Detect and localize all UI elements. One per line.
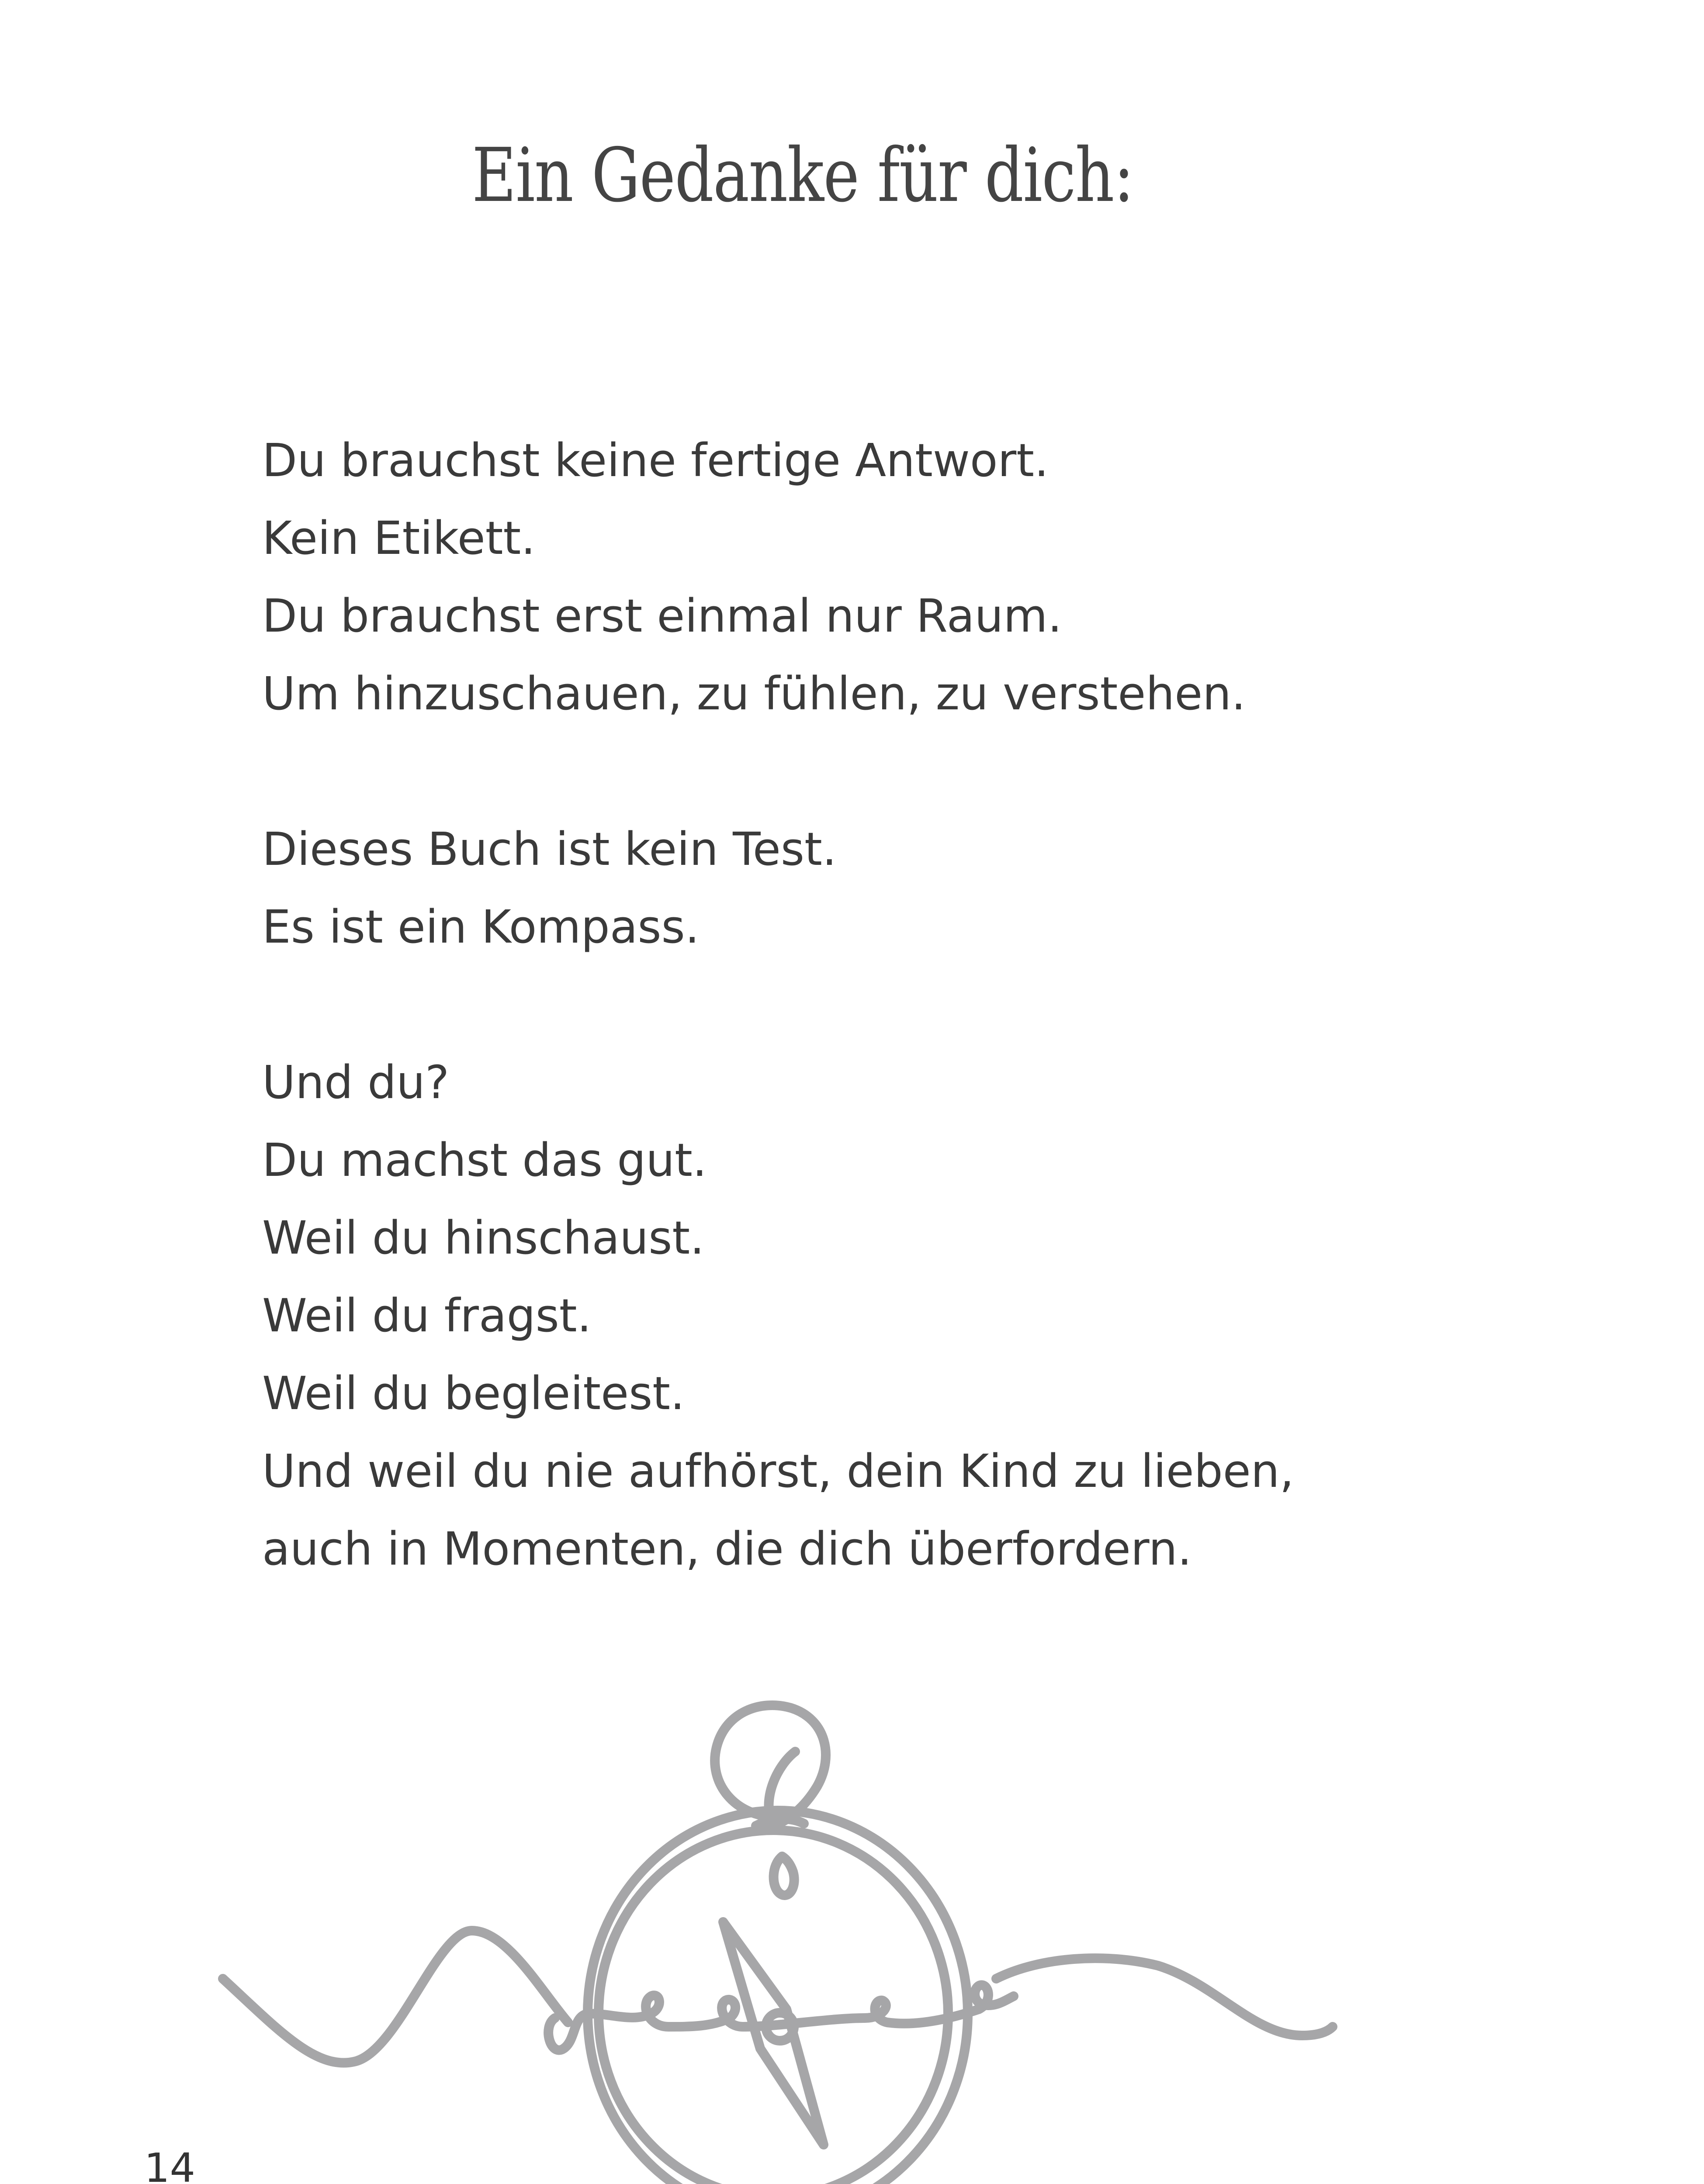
poem-line: Kein Etikett. (262, 511, 536, 565)
stanza-2 (262, 810, 1573, 966)
poem-line: Und du? (262, 1056, 450, 1109)
compass-ring-icon (715, 1705, 826, 1826)
stanza-1 (262, 422, 1573, 733)
page-number: 14 (144, 2145, 196, 2184)
poem-line: Es ist ein Kompass. (262, 900, 700, 954)
poem-line: Du brauchst erst einmal nur Raum. (262, 589, 1062, 643)
poem-line: Weil du begleitest. (262, 1367, 685, 1420)
poem-line: Du machst das gut. (262, 1133, 707, 1187)
poem-line: Und weil du nie aufhörst, dein Kind zu lieben, (262, 1444, 1294, 1498)
poem-body (262, 422, 1573, 1666)
poem-line: Du brauchst keine fertige Antwort. (262, 434, 1049, 487)
wave-line-left-icon (223, 1931, 568, 2063)
poem-line: Um hinzuschauen, zu fühlen, zu verstehen. (262, 667, 1246, 720)
compass-line-drawing-icon (210, 1651, 1363, 2184)
poem-line: Weil du hinschaust. (262, 1211, 705, 1265)
poem-line: Dieses Buch ist kein Test. (262, 822, 837, 876)
poem-line: Weil du fragst. (262, 1289, 592, 1342)
stanza-3 (262, 1044, 1573, 1588)
poem-line: auch in Momenten, die dich überfordern. (262, 1522, 1192, 1576)
wave-line-right-icon (996, 1958, 1333, 2035)
page-title: Ein Gedanke für dich: (472, 132, 1134, 219)
